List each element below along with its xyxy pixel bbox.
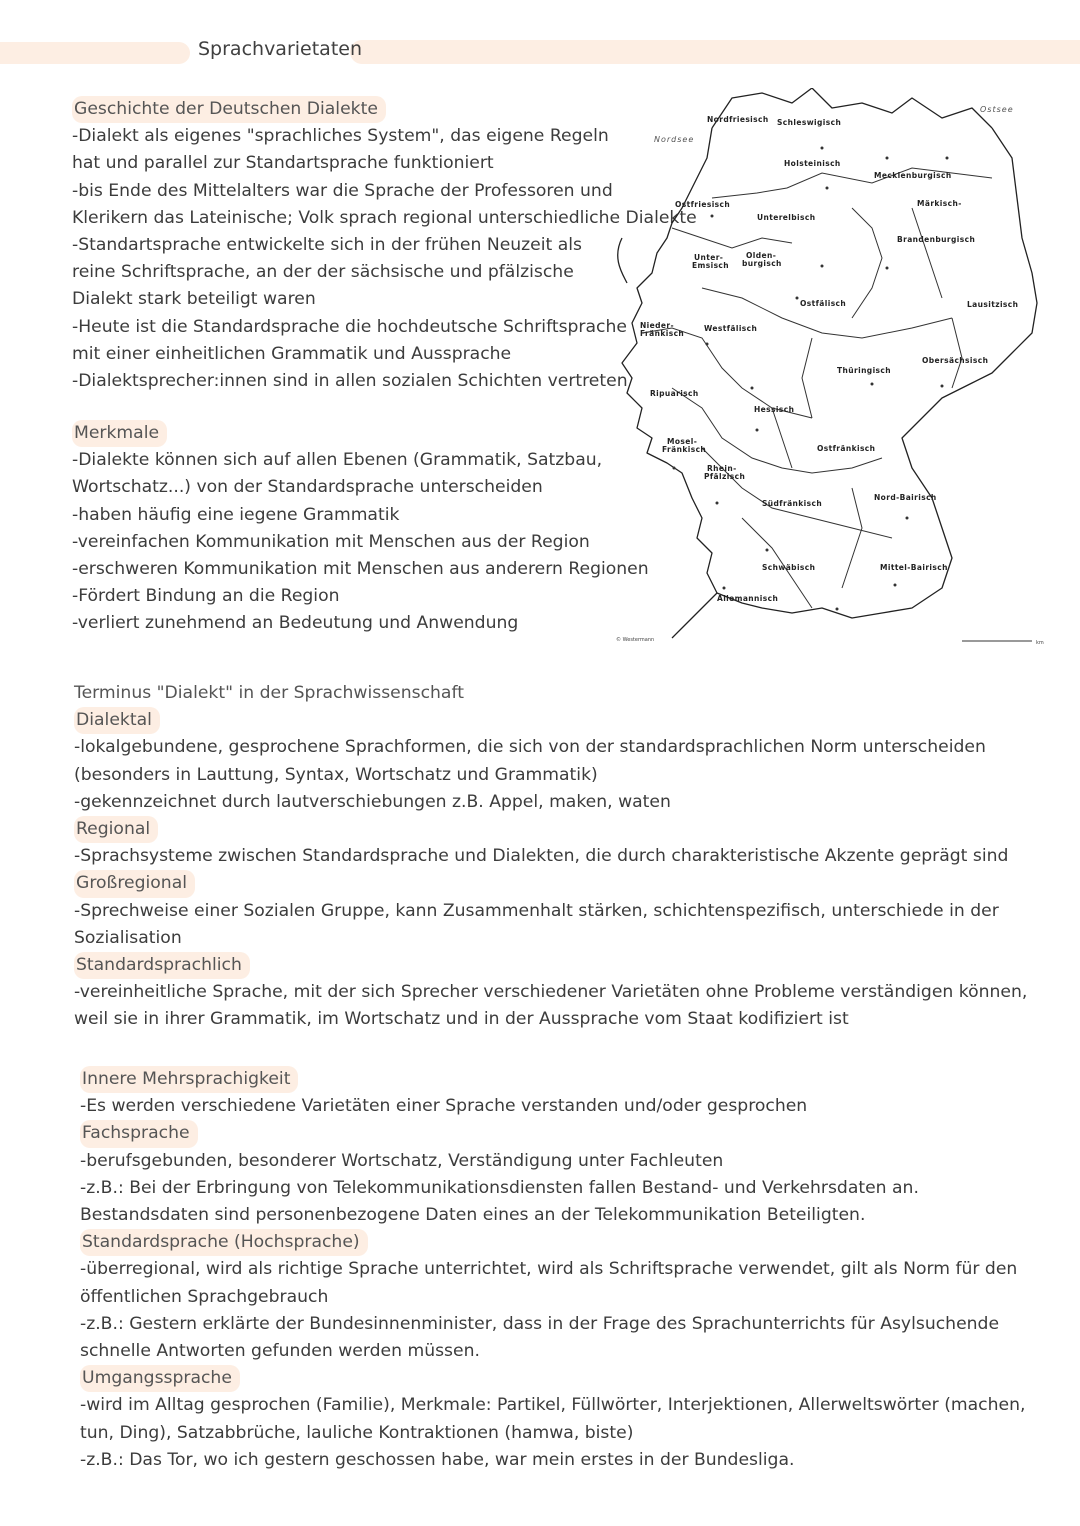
region-label: Mosel- <box>667 437 698 446</box>
subsection-heading: Standardsprachlich <box>74 952 250 979</box>
section-heading: Geschichte der Deutschen Dialekte <box>72 96 386 123</box>
dialect-map-svg <box>612 88 1048 646</box>
map-boundary <box>852 208 882 318</box>
text-line: schnelle Antworten gefunden werden müssen. <box>80 1341 480 1362</box>
city-dot <box>886 267 889 270</box>
section-heading: Innere Mehrsprachigkeit <box>80 1066 298 1093</box>
region-label: Mittel-Bairisch <box>880 563 948 572</box>
map-boundary <box>772 408 792 468</box>
text-line: -berufsgebunden, besonderer Wortschatz, Verständigung unter Fachleuten <box>80 1150 724 1171</box>
text-line: hat und parallel zur Standartsprache funktioniert <box>72 153 494 174</box>
region-label: Rhein- <box>707 464 737 473</box>
region-label: Unter- <box>694 253 724 262</box>
city-dot <box>756 429 759 432</box>
text-line: mit einer einheitlichen Grammatik und Aussprache <box>72 343 512 364</box>
text-line: -Sprechweise einer Sozialen Gruppe, kann Zusammenhalt stärken, schichtenspezifisch, unterschiede in der <box>74 900 999 921</box>
text-line: -haben häufig eine iegene Grammatik <box>72 504 400 525</box>
subsection-heading: Umgangssprache <box>80 1365 240 1392</box>
city-dot <box>723 587 726 590</box>
region-label: Allemannisch <box>717 594 779 603</box>
text-line: (besonders in Lauttung, Syntax, Wortschatz und Grammatik) <box>74 764 598 785</box>
map-boundary <box>802 338 812 418</box>
section-heading: Terminus "Dialekt" in der Sprachwissenschaft <box>74 683 464 703</box>
region-label: Nord-Bairisch <box>874 493 937 502</box>
text-line: -vereinfachen Kommunikation mit Menschen aus der Region <box>72 531 590 552</box>
city-dot <box>941 385 944 388</box>
text-line: -z.B.: Das Tor, wo ich gestern geschossen habe, war mein erstes in der Bundesliga. <box>80 1449 795 1470</box>
city-dot <box>711 215 714 218</box>
map-outline-west-coast <box>622 128 717 593</box>
text-line: -bis Ende des Mittelalters war die Sprache der Professoren und <box>72 180 613 201</box>
text-line: -z.B.: Gestern erklärte der Bundesinnenminister, dass in der Frage des Sprachunterrichts für Asylsuchende <box>80 1313 1000 1334</box>
text-line: weil sie in ihrer Grammatik, im Wortschatz und in der Aussprache vom Staat kodifiziert ist <box>74 1009 849 1030</box>
title-highlight-left <box>0 42 190 64</box>
text-line: -gekennzeichnet durch lautverschiebungen z.B. Appel, maken, waten <box>74 791 671 812</box>
region-label: Fränkisch <box>662 445 707 454</box>
subsection-heading: Großregional <box>74 870 195 897</box>
sea-label: Ostsee <box>980 105 1014 114</box>
city-dot <box>821 147 824 150</box>
city-dot <box>821 265 824 268</box>
region-label: Märkisch- <box>917 199 962 208</box>
text-line: tun, Ding), Satzabbrüche, lauliche Kontraktionen (hamwa, biste) <box>80 1422 634 1443</box>
text-line: -Heute ist die Standardsprache die hochdeutsche Schriftsprache <box>72 316 627 337</box>
map-boundary <box>912 208 942 298</box>
subsection-heading: Dialektal <box>74 707 160 734</box>
map-boundary <box>702 448 892 538</box>
text-line: öffentlichen Sprachgebrauch <box>80 1286 329 1307</box>
region-label: Schleswigisch <box>777 118 842 127</box>
region-label: Ostfälisch <box>800 299 847 308</box>
text-line: Wortschatz...) von der Standardsprache unterscheiden <box>72 477 543 498</box>
region-label: burgisch <box>742 259 782 268</box>
subsection-heading: Fachsprache <box>80 1120 198 1147</box>
region-label: Unterelbisch <box>757 213 816 222</box>
region-label: Ostfriesisch <box>675 200 731 209</box>
region-label: Hessisch <box>754 405 795 414</box>
subsection-heading: Regional <box>74 816 158 843</box>
text-line: -verliert zunehmend an Bedeutung und Anwendung <box>72 613 519 634</box>
map-boundary <box>672 388 882 473</box>
subsection-heading: Standardsprache (Hochsprache) <box>80 1229 368 1256</box>
text-line: Bestandsdaten sind personenbezogene Daten eines an der Telekommunikation Beteiligten. <box>80 1205 866 1226</box>
text-line: -Dialekte können sich auf allen Ebenen (Grammatik, Satzbau, <box>72 450 603 471</box>
title-highlight-right <box>350 40 1080 64</box>
map-credit: © Westermann <box>616 637 655 643</box>
region-label: Westfälisch <box>704 324 758 333</box>
section-terminus <box>74 680 1027 1034</box>
text-line: -Dialektsprecher:innen sind in allen sozialen Schichten vertreten <box>72 371 628 392</box>
region-label: Fränkisch <box>640 329 685 338</box>
text-line: -z.B.: Bei der Erbringung von Telekommunikationsdiensten fallen Bestand- und Verkehrsdaten an. <box>80 1177 919 1198</box>
sea-label: Nordsee <box>654 135 695 144</box>
text-line: -vereinheitliche Sprache, mit der sich Sprecher verschiedener Varietäten ohne Probleme verständigen können, <box>74 982 1028 1003</box>
city-dot <box>766 549 769 552</box>
text-line: Dialekt stark beteiligt waren <box>72 289 316 310</box>
region-label: Obersächsisch <box>922 356 989 365</box>
region-label: Nieder- <box>640 321 675 330</box>
text-line: -überregional, wird als richtige Sprache unterrichtet, wird als Schriftsprache verwendet, gilt als Norm für den <box>80 1259 1018 1280</box>
city-dot <box>886 157 889 160</box>
region-label: Südfränkisch <box>762 499 823 508</box>
text-line: -Dialekt als eigenes "sprachliches System", das eigene Regeln <box>72 126 609 147</box>
city-dot <box>706 343 709 346</box>
map-scale-unit: km <box>1036 640 1044 646</box>
city-dot <box>871 383 874 386</box>
city-dot <box>836 608 839 611</box>
region-label: Emsisch <box>692 261 730 270</box>
city-dot <box>673 467 676 470</box>
city-dot <box>894 584 897 587</box>
text-line: Sozialisation <box>74 927 182 948</box>
region-label: Holsteinisch <box>784 159 841 168</box>
text-line: reine Schriftsprache, an der der sächsische und pfälzische <box>72 262 574 283</box>
text-line: -wird im Alltag gesprochen (Familie), Merkmale: Partikel, Füllwörter, Interjektionen, Allerweltswörter (machen, <box>80 1395 1026 1416</box>
text-line: -Es werden verschiedene Varietäten einer Sprache verstanden und/oder gesprochen <box>80 1096 808 1117</box>
section-heading: Merkmale <box>72 420 167 447</box>
text-line: Klerikern das Lateinische; Volk sprach regional unterschiedliche Dialekte <box>72 207 697 228</box>
city-dot <box>716 502 719 505</box>
region-label: Ripuarisch <box>650 389 699 398</box>
region-label: Olden- <box>746 251 777 260</box>
dialect-map <box>612 88 1048 646</box>
city-dot <box>946 157 949 160</box>
region-label: Pfälzisch <box>704 472 746 481</box>
region-label: Brandenburgisch <box>897 235 976 244</box>
section-innere-mehrsprachigkeit <box>80 1066 1025 1474</box>
city-dot <box>751 387 754 390</box>
map-outline-western-arc <box>618 238 627 283</box>
page-title: Sprachvarietaten <box>198 38 363 60</box>
city-dot <box>826 187 829 190</box>
region-label: Ostfränkisch <box>817 444 876 453</box>
title-highlight <box>0 40 1080 64</box>
city-dot <box>906 517 909 520</box>
region-label: Schwäbisch <box>762 563 816 572</box>
region-label: Mecklenburgisch <box>874 171 952 180</box>
text-line: -Standartsprache entwickelte sich in der frühen Neuzeit als <box>72 235 583 256</box>
text-line: -Sprachsysteme zwischen Standardsprache und Dialekten, die durch charakteristische Akzente geprägt sind <box>74 846 1009 867</box>
text-line: -Fördert Bindung an die Region <box>72 586 340 607</box>
region-label: Thüringisch <box>837 366 891 375</box>
text-line: -lokalgebundene, gesprochene Sprachformen, die sich von der standardsprachlichen Norm unterscheiden <box>74 737 986 758</box>
section-geschichte <box>72 96 697 395</box>
map-boundary <box>672 228 792 248</box>
map-boundary <box>842 488 862 588</box>
region-label: Nordfriesisch <box>707 115 769 124</box>
region-label: Lausitzisch <box>967 300 1019 309</box>
map-boundary <box>952 318 962 388</box>
text-line: -erschweren Kommunikation mit Menschen aus anderern Regionen <box>72 559 649 580</box>
section-merkmale <box>72 420 649 638</box>
map-outline-south-detail <box>672 593 717 638</box>
city-dot <box>796 297 799 300</box>
